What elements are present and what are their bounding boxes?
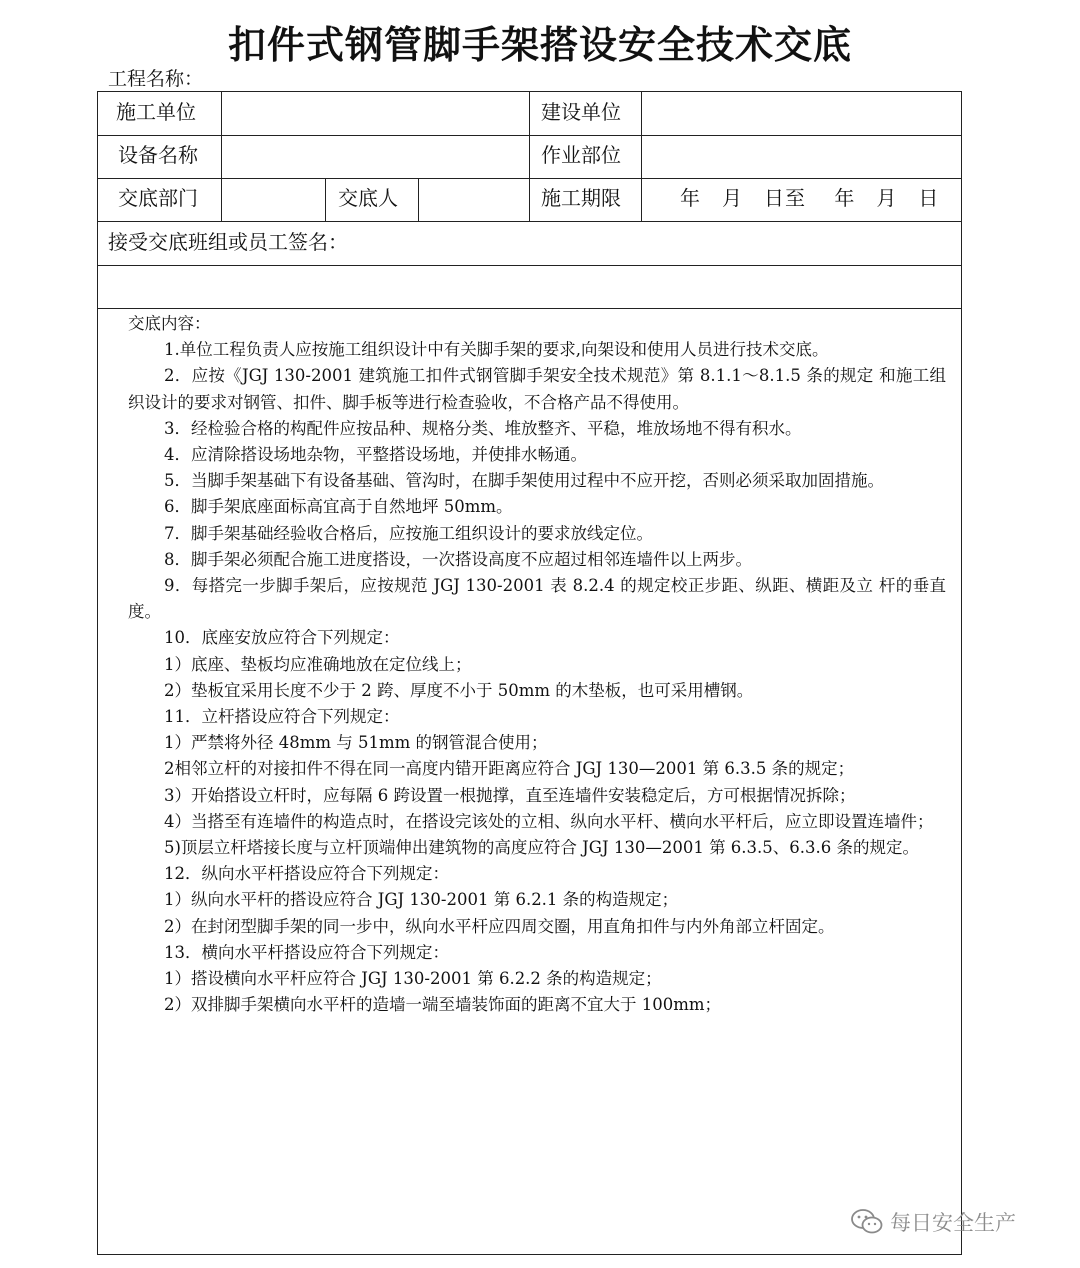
briefer-field[interactable] xyxy=(425,182,523,216)
owner-unit-label: 建设单位 xyxy=(541,100,621,124)
project-name-label: 工程名称： xyxy=(108,68,204,90)
row-divider xyxy=(98,308,961,309)
wechat-icon xyxy=(850,1208,884,1236)
briefing-form xyxy=(97,91,962,1255)
content-item: 3）开始搭设立杆时，应每隔 6 跨设置一根抛撑，直至连墙件安装稳定后，方可根据情况拆除； xyxy=(164,785,856,805)
column-divider xyxy=(418,178,419,221)
content-item: 9．每搭完一步脚手架后，应按规范 JGJ 130-2001 表 8.2.4 的规定校正步距、纵距、横距及立 杆的垂直度。 xyxy=(128,576,946,622)
content-item: 12．纵向水平杆搭设应符合下列规定： xyxy=(164,864,449,884)
content-item: 11．立杆搭设应符合下列规定： xyxy=(164,707,400,727)
period-value[interactable]: 年 月 日至 年 月 日 xyxy=(680,186,940,210)
briefer-label: 交底人 xyxy=(338,186,398,210)
signature-field[interactable] xyxy=(106,270,951,304)
column-divider xyxy=(641,92,642,221)
briefing-content xyxy=(128,311,946,1018)
row-divider xyxy=(98,265,961,266)
column-divider xyxy=(325,178,326,221)
content-item: 1）搭设横向水平杆应符合 JGJ 130-2001 第 6.2.2 条的构造规定； xyxy=(164,969,662,989)
content-item: 1）严禁将外径 48mm 与 51mm 的钢管混合使用； xyxy=(164,733,548,753)
content-item: 2）在封闭型脚手架的同一步中，纵向水平杆应四周交圈，用直角扣件与内外角部立杆固定。 xyxy=(164,916,835,936)
construction-unit-label: 施工单位 xyxy=(116,100,196,124)
content-item: 1.单位工程负责人应按施工组织设计中有关脚手架的要求,向架设和使用人员进行技术交底。 xyxy=(164,340,829,360)
content-item: 7．脚手架基础经验收合格后，应按施工组织设计的要求放线定位。 xyxy=(164,523,653,543)
column-divider xyxy=(529,92,530,221)
content-item: 1）底座、垫板均应准确地放在定位线上； xyxy=(164,654,472,674)
briefing-dept-field[interactable] xyxy=(228,182,318,216)
content-item: 4）当搭至有连墙件的构造点时，在搭设完该处的立相、纵向水平杆、横向水平杆后，应立即设置连墙件； xyxy=(164,811,934,831)
content-item: 13．横向水平杆搭设应符合下列规定： xyxy=(164,942,449,962)
row-divider xyxy=(98,221,961,222)
work-location-field[interactable] xyxy=(648,139,953,173)
content-item: 2相邻立杆的对接扣件不得在同一高度内错开距离应符合 JGJ 130—2001 第 6.3.5 条的规定； xyxy=(164,759,855,779)
content-item: 8．脚手架必须配合施工进度搭设，一次搭设高度不应超过相邻连墙件以上两步。 xyxy=(164,549,752,569)
content-item: 5)顶层立杆塔接长度与立杆顶端伸出建筑物的高度应符合 JGJ 130—2001 第 6.3.5、6.3.6 条的规定。 xyxy=(164,838,920,858)
content-heading: 交底内容： xyxy=(128,314,211,333)
content-item: 3．经检验合格的构配件应按品种、规格分类、堆放整齐、平稳，堆放场地不得有积水。 xyxy=(164,418,802,438)
equipment-name-label: 设备名称 xyxy=(118,143,198,167)
watermark xyxy=(850,1207,1016,1237)
owner-unit-field[interactable] xyxy=(648,96,953,130)
content-item: 1）纵向水平杆的搭设应符合 JGJ 130-2001 第 6.2.1 条的构造规定； xyxy=(164,890,679,910)
signature-label: 接受交底班组或员工签名： xyxy=(108,230,348,254)
content-item: 10．底座安放应符合下列规定： xyxy=(164,628,400,648)
period-label: 施工期限 xyxy=(541,186,621,210)
content-item: 2．应按《JGJ 130-2001 建筑施工扣件式钢管脚手架安全技术规范》第 8.1.1～8.1.5 条的规定 和施工组织设计的要求对钢管、扣件、脚手板等进行检查验收，不合格产品不得使用。 xyxy=(128,366,946,412)
work-location-label: 作业部位 xyxy=(541,143,621,167)
column-divider xyxy=(221,92,222,221)
content-item: 6．脚手架底座面标高宜高于自然地坪 50mm。 xyxy=(164,497,513,517)
briefing-dept-label: 交底部门 xyxy=(118,186,198,210)
document-title: 扣件式钢管脚手架搭设安全技术交底 xyxy=(227,23,852,67)
content-item: 4．应清除搭设场地杂物，平整搭设场地，并使排水畅通。 xyxy=(164,445,587,465)
content-item: 5．当脚手架基础下有设备基础、管沟时，在脚手架使用过程中不应开挖，否则必须采取加固措施。 xyxy=(164,471,884,491)
equipment-name-field[interactable] xyxy=(228,139,523,173)
construction-unit-field[interactable] xyxy=(228,96,523,130)
content-item: 2）垫板宜采用长度不少于 2 跨、厚度不小于 50mm 的木垫板，也可采用槽钢。 xyxy=(164,680,754,700)
content-item: 2）双排脚手架横向水平杆的造墙一端至墙装饰面的距离不宜大于 100mm； xyxy=(164,995,722,1015)
watermark-text: 每日安全生产 xyxy=(890,1211,1016,1235)
